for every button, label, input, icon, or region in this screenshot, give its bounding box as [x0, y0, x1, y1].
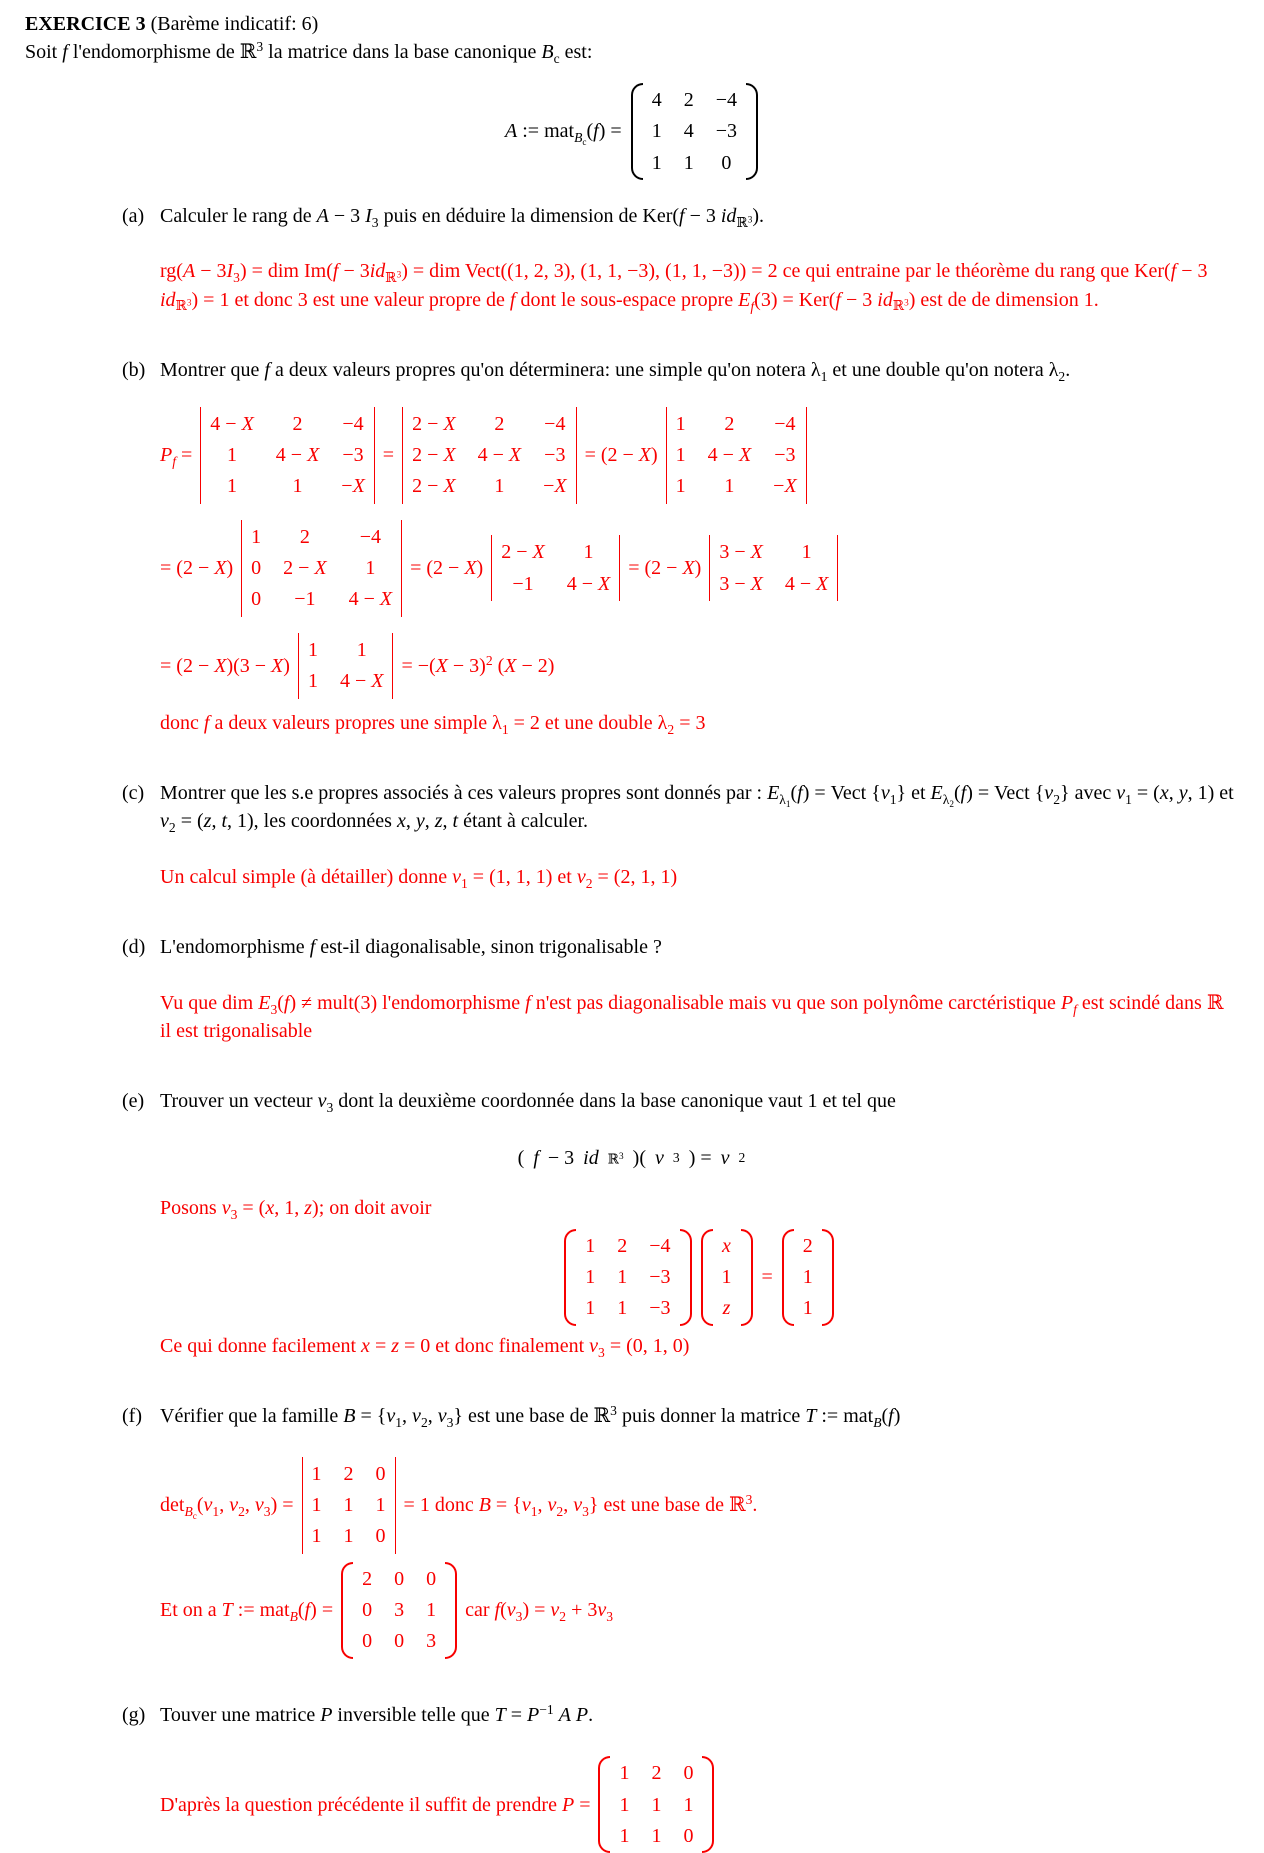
answer-b: [160, 407, 1238, 738]
matrix-cell: 0: [362, 1630, 373, 1653]
item-label-c: (c): [122, 782, 145, 805]
matrix-cell: 1: [343, 1525, 354, 1548]
matrix-cell: 0: [375, 1525, 386, 1548]
matrix-A-prefix: A := mat$_{B_c}$(f) =: [505, 120, 622, 148]
matrix-cell: 0: [426, 1567, 437, 1590]
matrix-cell: −1: [512, 572, 534, 595]
pf-line-2: [160, 520, 1238, 617]
matrix-cell: 2 − X: [501, 541, 545, 564]
matrix-cell: 2: [292, 412, 303, 435]
matrix-cell: −4: [715, 88, 737, 111]
math-token: = (2 − X): [160, 557, 234, 580]
answer-b-conclusion: donc f a deux valeurs propres une simple $\lambda_1 = 2$ et une double $\lambda_2 = 3$: [160, 711, 706, 737]
right-paren: [680, 1229, 692, 1326]
determinant-grid: [299, 633, 393, 699]
matrix-cell: 0: [362, 1599, 373, 1622]
matrix-cell: 0: [251, 588, 262, 611]
left-paren: [564, 1229, 576, 1326]
math-token: =: [382, 443, 395, 466]
matrix-cell: 1: [494, 475, 505, 498]
matrix-cell: 0: [394, 1567, 405, 1590]
answer-f: [160, 1457, 1238, 1659]
left-paren: [598, 1756, 610, 1853]
question-a: [122, 202, 1238, 230]
matrix-cell: 1: [802, 1297, 813, 1320]
matrix-grid: [576, 1229, 679, 1326]
matrix-cell: 1: [802, 1265, 813, 1288]
answer-a: $rg(A - 3I_3)$ = dim $Im(f - 3id_{ℝ^3})$ = dim Vect((1, 2, 3), (1, 1, −3), (1, 1, −3)) = 2 ce qui entraine par le théorème du rang que Ker(f − 3 $id_{ℝ^3}) = 1$ et donc 3 est une valeur propre de f dont le sous-espace propre $E_f(3) = Ker(f - 3$ $id_{ℝ^3}$) est de de dimension 1.: [160, 260, 1208, 314]
item-label-e: (e): [122, 1090, 145, 1113]
determinant-grid: [710, 535, 837, 601]
matrix-grid: [794, 1229, 822, 1326]
determinant: [302, 1457, 396, 1554]
math-token: = $-(X - 3)^2$ (X − 2): [401, 652, 555, 677]
matrix-cell: 2: [299, 525, 310, 548]
matrix-cell: 2: [362, 1567, 373, 1590]
matrix-cell: −3: [649, 1297, 671, 1320]
matrix-cell: 1: [619, 1793, 630, 1816]
matrix-cell: 4 − X: [339, 670, 384, 693]
item-label-g: (g): [122, 1703, 146, 1726]
item-label-f: (f): [122, 1405, 142, 1428]
matrix-cell: 1: [583, 541, 594, 564]
question-g-text: Touver une matrice P inversible telle que $T = P^{-1}$ A P.: [160, 1702, 594, 1726]
matrix-cell: 2 − X: [412, 443, 456, 466]
matrix-cell: 1: [617, 1265, 628, 1288]
matrix-cell: −X: [773, 475, 797, 498]
matrix-cell: 1: [307, 638, 318, 661]
matrix-cell: 1: [651, 151, 662, 174]
question-c-text: Montrer que les s.e propres associés à ces valeurs propres sont donnés par : $E_{\lambda_1}(f)$ = Vect $\{v_1\}$ et $E_{\lambda_2}(f)$ = Vect $\{v_2\}$ avec $v_1 = (x$, y, 1) et $v_2 = (z$, t, 1), les coordonnées x, y, z, t étant à calculer.: [160, 782, 1234, 836]
item-label-a: (a): [122, 204, 145, 227]
matrix-cell: −X: [341, 475, 365, 498]
determinant-grid: [242, 520, 401, 617]
determinant-grid: [403, 407, 576, 504]
determinant: [491, 535, 620, 601]
determinant-grid: [667, 407, 806, 504]
matrix-cell: 1: [343, 1493, 354, 1516]
answer-g: [160, 1756, 1238, 1853]
item-label-d: (d): [122, 936, 146, 959]
matrix-cell: 1: [292, 475, 303, 498]
matrix-cell: 1: [227, 475, 238, 498]
matrix-cell: 2: [724, 412, 735, 435]
matrix-cell: 2: [343, 1462, 354, 1485]
matrix-cell: 3: [426, 1630, 437, 1653]
answer-d: Vu que dim $E_3(f)$ ≠ mult(3) l'endomorphisme f n'est pas diagonalisable mais vu que son polynôme carctéristique $P_f$ est scindé dans ℝ il est trigonalisable: [160, 991, 1224, 1042]
matrix-cell: 0: [721, 151, 732, 174]
math-token: = 1 donc $B = \{v_1$, $v_2$, $v_3$} est une base de ℝ$^3$.: [403, 1492, 758, 1519]
matrix-cell: 2: [802, 1234, 813, 1257]
matrix-cell: 4 − X: [784, 572, 829, 595]
result-vector: [782, 1229, 834, 1326]
matrix-cell: 1: [307, 670, 318, 693]
matrix-cell: 2: [617, 1234, 628, 1257]
matrix-cell: 1: [227, 443, 238, 466]
matrix-cell: 0: [375, 1462, 386, 1485]
matrix-cell: z: [722, 1297, 731, 1320]
matrix-cell: −4: [649, 1234, 671, 1257]
matrix-cell: 3: [394, 1599, 405, 1622]
matrix-cell: 4: [651, 88, 662, 111]
e-matrix-equation: [160, 1229, 1238, 1326]
matrix-cell: 4 − X: [210, 412, 254, 435]
matrix-grid: [610, 1756, 702, 1853]
matrix-cell: 2: [683, 88, 694, 111]
matrix-cell: −4: [359, 525, 381, 548]
matrix-cell: 3 − X: [719, 572, 763, 595]
determinant-grid: [492, 535, 619, 601]
determinant: [298, 633, 394, 699]
question-f: [122, 1402, 1238, 1430]
matrix-cell: 1: [619, 1762, 630, 1785]
f-det-line: [160, 1457, 1238, 1554]
matrix-grid: [713, 1229, 741, 1326]
math-token: $\det_{B_c}(v_1$, $v_2$, $v_3$) =: [160, 1493, 294, 1521]
matrix-cell: 3 − X: [719, 541, 763, 564]
matrix-cell: 4 − X: [275, 443, 320, 466]
math-token: $P_f$ =: [160, 443, 193, 469]
question-f-text: Vérifier que la famille $B = \{v_1$, $v_2$, $v_3$} est une base de ℝ$^3$ puis donner la matrice T := mat$_B$(f): [160, 1403, 901, 1430]
matrix-cell: 1: [311, 1462, 322, 1485]
matrix-cell: 1: [585, 1234, 596, 1257]
answer-c: Un calcul simple (à détailler) donne $v_1 = (1$, 1, 1) et $v_2 = (2$, 1, 1): [160, 865, 678, 891]
answer-e-intro: Posons $v_3 = (x$, 1, z); on doit avoir: [160, 1197, 432, 1222]
intro-text: Soit f l'endomorphisme de ℝ$^3$ la matrice dans la base canonique $B_c$ est:: [25, 39, 593, 67]
question-b: [122, 356, 1238, 384]
matrix-cell: 2 − X: [283, 557, 327, 580]
determinant: [241, 520, 402, 617]
determinant: [666, 407, 807, 504]
right-paren: [822, 1229, 834, 1326]
item-label-b: (b): [122, 359, 146, 382]
left-paren: [701, 1229, 713, 1326]
matrix-cell: 1: [675, 475, 686, 498]
question-e-text: Trouver un vecteur $v_3$ dont la deuxième coordonnée dans la base canonique vaut 1 et tel que: [160, 1090, 896, 1116]
matrix-cell: 1: [675, 443, 686, 466]
matrix-cell: 1: [251, 525, 262, 548]
question-e: [122, 1087, 1238, 1115]
math-token: = (2 − X): [628, 557, 702, 580]
determinant: [200, 407, 375, 504]
matrix-cell: 2: [651, 1762, 662, 1785]
matrix-cell: 2: [494, 412, 505, 435]
matrix-A-equation: [25, 83, 1238, 180]
e-display-equation: ( f − 3 id ℝ$^3$ )( v 3 ) = v 2: [517, 1146, 746, 1169]
matrix-P: [598, 1756, 714, 1853]
pf-line-1: [160, 407, 1238, 504]
matrix-cell: 1: [683, 1793, 694, 1816]
matrix-cell: 4 − X: [707, 443, 752, 466]
matrix-T: [341, 1562, 457, 1659]
matrix-cell: 4 − X: [348, 588, 393, 611]
exercise-subtitle: (Barème indicatif: 6): [145, 13, 319, 35]
matrix-cell: 4: [683, 120, 694, 143]
matrix-cell: 1: [356, 638, 367, 661]
exercise-header: [25, 10, 1238, 38]
matrix-cell: 1: [585, 1265, 596, 1288]
matrix-cell: 0: [251, 557, 262, 580]
matrix-cell: −4: [774, 412, 796, 435]
f-T-line: [160, 1562, 1238, 1659]
math-token: = (2 − X): [410, 557, 484, 580]
question-g: [122, 1701, 1238, 1729]
matrix-cell: 1: [619, 1825, 630, 1848]
matrix-cell: 1: [311, 1493, 322, 1516]
matrix-cell: 1: [801, 541, 812, 564]
matrix-A: [631, 83, 758, 180]
matrix-cell: 0: [683, 1825, 694, 1848]
matrix-cell: 1: [365, 557, 376, 580]
matrix-cell: 0: [683, 1762, 694, 1785]
matrix-cell: 1: [675, 412, 686, 435]
matrix-cell: −X: [543, 475, 567, 498]
math-token: = (2 − X): [584, 443, 658, 466]
question-a-text: Calculer le rang de A − 3 $I_3$ puis en déduire la dimension de Ker(f − 3 $id_{ℝ^3}$).: [160, 204, 765, 230]
exercise-title: EXERCICE 3: [25, 13, 146, 35]
math-token: D'après la question précédente il suffit de prendre P =: [160, 1793, 591, 1816]
matrix-cell: −3: [342, 443, 364, 466]
question-d: [122, 933, 1238, 961]
matrix-cell: 1: [683, 151, 694, 174]
matrix-cell: −3: [544, 443, 566, 466]
matrix-cell: 1: [651, 120, 662, 143]
matrix-cell: 1: [651, 1793, 662, 1816]
left-paren: [782, 1229, 794, 1326]
determinant-grid: [201, 407, 374, 504]
question-d-text: L'endomorphisme f est-il diagonalisable, sinon trigonalisable ?: [160, 936, 662, 959]
matrix-cell: −3: [649, 1265, 671, 1288]
matrix-cell: 1: [426, 1599, 437, 1622]
unknown-vector: [701, 1229, 753, 1326]
determinant: [709, 535, 838, 601]
answer-e: [160, 1194, 1238, 1360]
right-paren: [702, 1756, 714, 1853]
g-P-line: [160, 1756, 1238, 1853]
matrix-grid: [353, 1562, 445, 1659]
matrix-cell: −4: [544, 412, 566, 435]
matrix-grid: [643, 83, 746, 180]
matrix-cell: −3: [715, 120, 737, 143]
matrix-cell: x: [722, 1234, 731, 1257]
matrix-cell: 1: [724, 475, 735, 498]
equals-sign: =: [761, 1265, 773, 1288]
determinant: [402, 407, 577, 504]
math-token: car $f(v_3) = v_2 + 3v_3$: [465, 1599, 614, 1624]
question-c: [122, 779, 1238, 836]
determinant-grid: [303, 1457, 395, 1554]
matrix-cell: 4 − X: [566, 572, 611, 595]
matrix-cell: −4: [342, 412, 364, 435]
matrix-cell: 1: [721, 1265, 732, 1288]
math-token: Et on a T := mat$_B$(f) =: [160, 1599, 334, 1624]
matrix-cell: 1: [375, 1493, 386, 1516]
matrix-cell: −1: [294, 588, 316, 611]
matrix-cell: 1: [585, 1297, 596, 1320]
matrix-cell: 1: [311, 1525, 322, 1548]
matrix-cell: 0: [394, 1630, 405, 1653]
matrix-cell: 4 − X: [477, 443, 522, 466]
right-paren: [741, 1229, 753, 1326]
pf-line-3: [160, 633, 1238, 699]
right-paren: [746, 83, 758, 180]
matrix-cell: 2 − X: [412, 412, 456, 435]
answer-e-conclusion: Ce qui donne facilement x = z = 0 et donc finalement $v_3 = (0$, 1, 0): [160, 1334, 690, 1360]
question-b-text: Montrer que f a deux valeurs propres qu'on déterminera: une simple qu'on notera $\lambda_1$ et une double qu'on notera $\lambda_2$.: [160, 359, 1071, 384]
left-paren: [631, 83, 643, 180]
left-paren: [341, 1562, 353, 1659]
matrix-cell: 2 − X: [412, 475, 456, 498]
matrix-cell: 1: [617, 1297, 628, 1320]
coefficient-matrix: [564, 1229, 691, 1326]
matrix-cell: −3: [774, 443, 796, 466]
math-token: = (2 − X)(3 − X): [160, 654, 290, 677]
matrix-cell: 1: [651, 1825, 662, 1848]
right-paren: [445, 1562, 457, 1659]
